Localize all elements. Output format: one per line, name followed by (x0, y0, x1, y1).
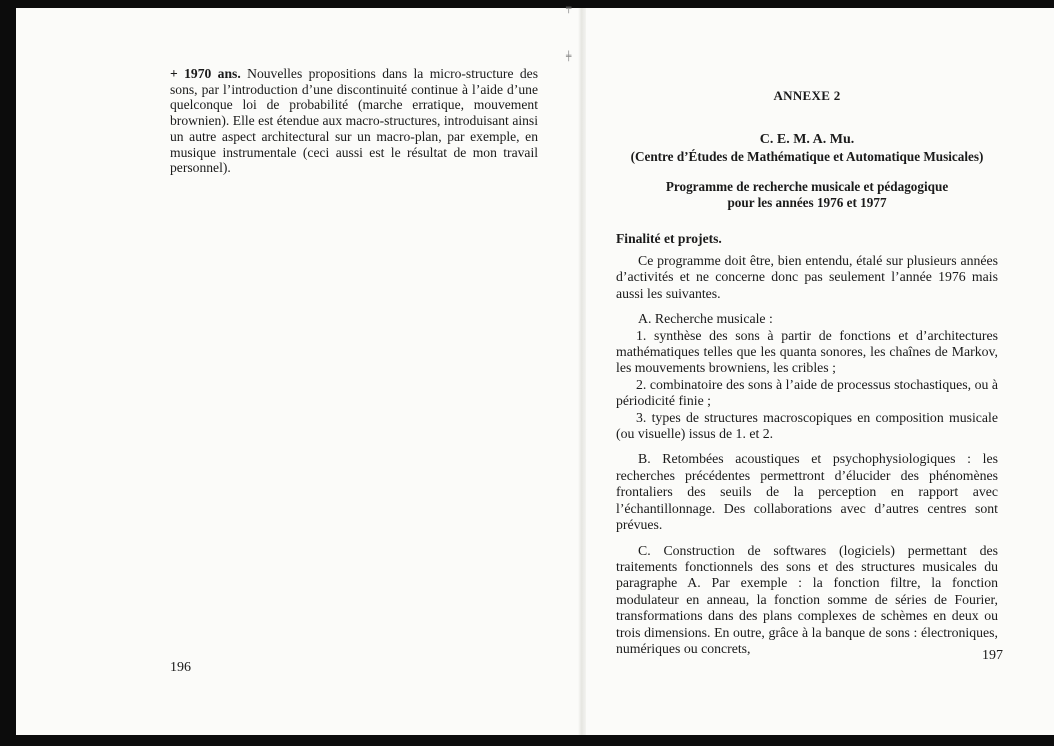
left-page (170, 66, 538, 176)
left-page-paragraph (170, 66, 538, 176)
section-a-item: 2. combinatoire des sons à l’aide de processus stochastiques, ou à périodicité finie ; (616, 376, 998, 409)
organization-full-name: (Centre d’Études de Mathématique et Automatique Musicales) (630, 149, 984, 164)
right-page (616, 88, 998, 657)
gutter-ruler-mark-icon: ╪ (566, 52, 572, 62)
program-title-line-1: Programme de recherche musicale et pédagogique (665, 179, 949, 194)
scan-border-left (0, 0, 16, 746)
annexe-title: ANNEXE 2 (773, 88, 841, 103)
gutter-ruler-mark-icon: ╤ (566, 4, 572, 14)
page-number-right: 197 (982, 648, 1003, 663)
paragraph-b: B. Retombées acoustiques et psychophysiologiques : les recherches précédentes permettront d’élucider des phénomènes frontaliers des seuils de la perception en rapport avec l’échantillonnage. Des collaborations avec d’autres centres sont prévues. (616, 451, 998, 533)
section-heading: Finalité et projets. (616, 231, 722, 246)
program-title (616, 179, 998, 211)
organization-abbreviation: C. E. M. A. Mu. (759, 132, 855, 147)
paragraph-text: Nouvelles propositions dans la micro-structure des sons, par l’introduction d’une discontinuité continue à l’aide d’une quelconque loi de probabilité (marche erratique, mouvement brownien). Elle est étendue aux macro-structures, introduisant ainsi un autre aspect architectural sur un macro-plan, par exemple, en musique instrumentale (ceci aussi est le résultat de mon travail personnel). (170, 66, 538, 176)
section-a-item: 1. synthèse des sons à partir de fonctions et d’architectures mathématiques telles que les quanta sonores, les chaînes de Markov, les mouvements browniens, les cribles ; (616, 327, 998, 376)
section-a-item: 3. types de structures macroscopiques en composition musicale (ou visuelle) issus de 1. et 2. (616, 409, 998, 442)
page-number-left: 196 (170, 660, 191, 675)
section-a-heading: A. Recherche musicale : (638, 311, 773, 327)
book-gutter (578, 8, 586, 735)
scan-border-bottom (0, 735, 1054, 746)
scan-border-top (0, 0, 1054, 8)
paragraph-runin: + 1970 ans. (170, 66, 241, 81)
paragraph-c: C. Construction de softwares (logiciels) permettant des traitements fonctionnels des sons et des structures musicales du paragraphe A. Par exemple : la fonction filtre, la fonction modulateur en anneau, la fonction somme de séries de Fourier, transformations dans des plans complexes de schèmes en deux ou trois dimensions. En outre, grâce à la banque de sons : électroniques, numériques ou concrets, (616, 542, 998, 656)
program-title-line-2: pour les années 1976 et 1977 (727, 195, 887, 210)
intro-paragraph: Ce programme doit être, bien entendu, étalé sur plusieurs années d’activités et ne concerne donc pas seulement l’année 1976 mais aussi les suivantes. (616, 253, 998, 301)
